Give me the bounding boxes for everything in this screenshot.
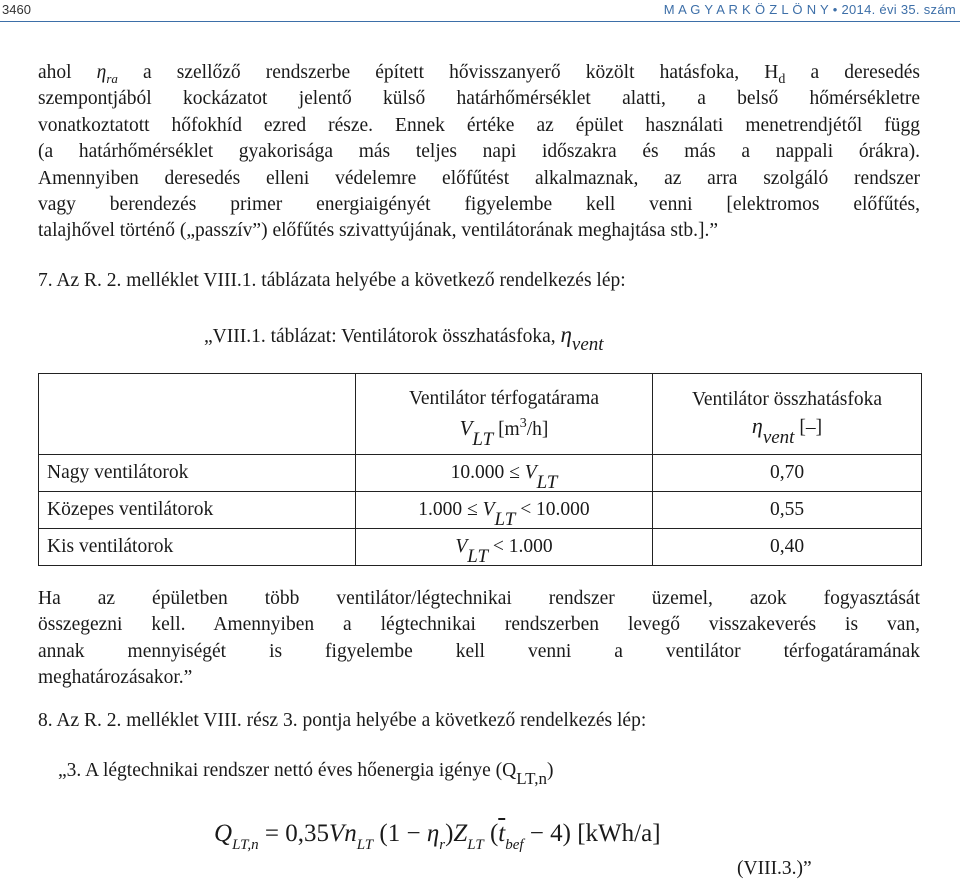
row-label: Nagy ventilátorok (39, 455, 356, 492)
row-range: 10.000 ≤ VLT (356, 455, 653, 492)
para1-line3: vonatkoztatott hőfokhíd ezred része. Ennek értéke az épület használati menetrendjétől függ (38, 114, 920, 136)
item-8-quote: „3. A légtechnikai rendszer nettó éves hőenergia igénye (QLT,n) (58, 760, 554, 788)
page-header (0, 0, 960, 22)
row-label: Kis ventilátorok (39, 529, 356, 566)
fan-efficiency-table (38, 373, 922, 566)
para1-line7: talajhővel történő („passzív”) előfűtés szivattyújának, ventilátorának meghajtása stb.].” (38, 220, 719, 242)
para2-line4: meghatározásakor.” (38, 667, 193, 689)
table-row (39, 492, 922, 529)
para1-line1: ahol $\eta_{ra}$ a szellőző rendszerbe épített hővisszanyerő közölt hatásfoka, $H_d$ a deresedés (38, 62, 920, 87)
item-7: 7. Az R. 2. melléklet VIII.1. táblázata helyébe a következő rendelkezés lép: (38, 270, 626, 291)
item-8: 8. Az R. 2. melléklet VIII. rész 3. pontja helyébe a következő rendelkezés lép: (38, 710, 647, 731)
header-rule (0, 21, 960, 22)
para1-line5: Amennyiben deresedés elleni védelemre előfűtést alkalmaznak, az arra szolgáló rendszer (38, 167, 920, 189)
table-row (39, 455, 922, 492)
para2-line2: összegezni kell. Amennyiben a légtechnikai rendszerben levegő visszakeverés is van, (38, 614, 920, 636)
header-empty-cell (39, 374, 356, 455)
para2-line1: Ha az épületben több ventilátor/légtechnikai rendszer üzemel, azok fogyasztását (38, 588, 920, 609)
para2-line3: annak mennyiségét is figyelembe kell venni a ventilátor térfogatáramának (38, 640, 920, 662)
heat-demand-formula: $Q_{LT,n} = 0,35Vn_{LT}$ $(1 - \eta_r)Z_{LT}$ $(\overline{t}_{bef} - 4)$ [kWh/a] (214, 820, 661, 853)
table-row (39, 529, 922, 566)
row-label: Közepes ventilátorok (39, 492, 356, 529)
table-caption: „VIII.1. táblázat: Ventilátorok összhatásfoka, ηvent (204, 322, 604, 355)
table-header-row (39, 374, 922, 455)
header-flow-rate: Ventilátor térfogatárama VLT $[m^3/h]$ (356, 374, 653, 455)
para1-line2: szempontjából kockázatot jelentő külső határhőmérséklet alatti, a belső hőmérsékletre (38, 88, 920, 110)
paragraph-multiple-systems (38, 586, 920, 692)
row-value: 0,55 (653, 492, 922, 529)
header-efficiency: Ventilátor összhatásfoka ηvent [–] (653, 374, 922, 455)
paragraph-definition (38, 60, 920, 245)
page-number: 3460 (2, 2, 31, 17)
row-value: 0,70 (653, 455, 922, 492)
para1-line6: vagy berendezés primer energiaigényét figyelembe kell venni [elektromos előfűtés, (38, 193, 920, 215)
journal-title: M A G Y A R K Ö Z L Ö N Y • 2014. évi 35. szám (663, 2, 956, 17)
para1-line4: (a határhőmérséklet gyakorisága más teljes napi időszakra és más a nappali órákra). (38, 141, 920, 163)
row-value: 0,40 (653, 529, 922, 566)
row-range: 1.000 ≤ VLT < 10.000 (356, 492, 653, 529)
row-range: VLT < 1.000 (356, 529, 653, 566)
equation-reference: (VIII.3.)” (737, 858, 812, 879)
